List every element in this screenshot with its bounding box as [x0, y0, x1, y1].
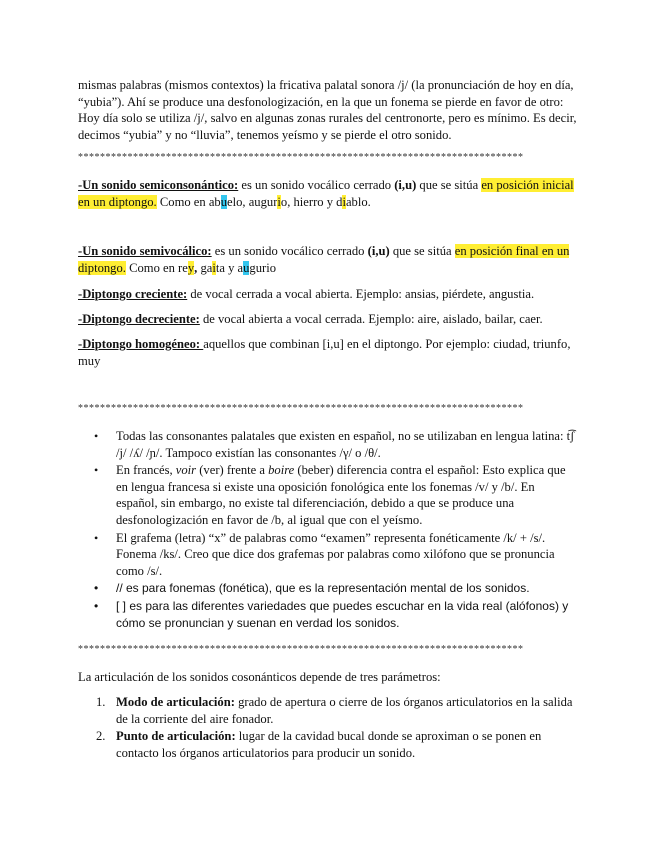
semivocalico-text2: que se sitúa [389, 244, 455, 258]
semiconsonantico-text2: que se sitúa [416, 178, 482, 192]
list-item [116, 428, 578, 461]
separator-2: ********************************************************************************* [78, 403, 524, 414]
list-number: 1. [96, 695, 106, 709]
semivocalico-paragraph [78, 243, 578, 276]
param-text: lugar de la cavidad bucal donde se aproximan o se ponen en contacto los órganos articulatorios para producir un sonido. [116, 729, 542, 760]
example-vowel-highlight: i [342, 194, 346, 209]
example-text: ga [197, 260, 213, 275]
example-vowel-highlight: u [220, 194, 228, 209]
list-item [96, 694, 578, 727]
list-item [116, 580, 578, 597]
intro-paragraph [78, 77, 578, 143]
param-term: Punto de articulación: [116, 729, 236, 744]
example-vowel-highlight: i [277, 194, 281, 209]
example-text: elo, augur [227, 194, 278, 209]
semiconsonantico-bold: (i,u) [394, 178, 417, 192]
semivocalico-text: es un sonido vocálico cerrado [211, 244, 368, 258]
semiconsonantico-highlight: en posición inicial en un diptongo. [78, 178, 574, 209]
example-comma: , [194, 260, 198, 275]
list-item-text: // es para fonemas (fonética), que es la representación mental de los sonidos. [116, 581, 530, 596]
example-text: ablo. [345, 194, 371, 209]
example-vowel-highlight: u [243, 260, 250, 275]
diptongo-decreciente [78, 311, 578, 328]
example-vowel-highlight: y [187, 260, 195, 275]
diptongo-creciente-term: -Diptongo creciente: [78, 287, 188, 301]
articulacion-intro: La articulación de los sonidos cosonánticos depende de tres parámetros: [78, 670, 441, 684]
example-text: o, hierro y d [280, 194, 343, 209]
semivocalico-bold: (i,u) [367, 244, 390, 258]
list-item [116, 462, 578, 528]
example-text: Como en ab [156, 194, 221, 209]
example-text: ta y a [215, 260, 244, 275]
param-text: grado de apertura o cierre de los órganos articulatorios en la salida de la corriente del aire fonador. [116, 695, 573, 726]
semiconsonantico-term: -Un sonido semiconsonántico: [78, 178, 239, 192]
example-text: Como en re [125, 260, 188, 275]
diptongo-homogeneo [78, 336, 578, 369]
list-item [116, 530, 578, 580]
separator-1: ********************************************************************************* [78, 152, 524, 163]
diptongo-creciente-text: de vocal cerrada a vocal abierta. Ejemplo: ansias, piérdete, angustia. [187, 287, 535, 301]
notes-list [78, 428, 578, 632]
list-item [96, 728, 578, 761]
semiconsonantico-paragraph [78, 177, 578, 210]
diptongo-homogeneo-term: -Diptongo homogéneo: [78, 337, 204, 351]
intro-text: mismas palabras (mismos contextos) la fricativa palatal sonora /j/ (la pronunciación de hoy en día, “yubia”). Ahí se produce una desfonologización, en la que un fonema se pierde en favor de otro: Hoy día solo se utiliza /j/, salvo en algunas zonas rurales del centronorte, pero es mínimo. Es decir, decimos “yubia” y no “lluvia”, tenemos yeísmo y se pierde el otro sonido. [78, 78, 577, 142]
parameters-list [78, 694, 578, 762]
list-number: 2. [96, 729, 106, 744]
param-term: Modo de articulación: [116, 695, 235, 709]
semivocalico-highlight: en posición final en un diptongo. [78, 244, 570, 275]
list-item-text: (beber) diferencia contra el español: Esto explica que en lengua francesa si existe una oposición fonológica ente los fonemas /v/ y /b/. En español, sin embargo, no existe tal diferenciación, debido a que se produce una desfonologización en favor de /b, al igual que con el yeísmo. [116, 463, 566, 527]
semiconsonantico-text: es un sonido vocálico cerrado [238, 178, 395, 192]
example-text: gurio [249, 260, 277, 275]
list-item-text: El grafema (letra) “x” de palabras como “examen” representa fonéticamente /k/ + /s/. Fonema /ks/. Creo que dice dos grafemas por palabras como xilófono que se pronuncia como /s/. [116, 530, 555, 578]
diptongo-creciente [78, 286, 578, 303]
list-item-text: (ver) frente a [196, 463, 269, 478]
diptongo-decreciente-text: de vocal abierta a vocal cerrada. Ejemplo: aire, aislado, bailar, caer. [199, 312, 543, 326]
italic-word: voir [175, 463, 197, 478]
list-item-text: [ ] es para las diferentes variedades que puedes escuchar en la vida real (alófonos) y cómo se pronuncian y suenan en verdad los sonidos. [116, 598, 569, 630]
italic-word: boire [268, 463, 295, 478]
list-item [116, 598, 578, 631]
list-item-text: En francés, [116, 463, 176, 478]
separator-3: ********************************************************************************* [78, 644, 524, 655]
list-item-text: Todas las consonantes palatales que existen en español, no se utilizaban en lengua latina: t͡ʃ /j/ /ʎ/ /ɲ/. Tampoco existían las consonantes /γ/ o /θ/. [116, 429, 575, 460]
diptongo-decreciente-term: -Diptongo decreciente: [78, 312, 200, 326]
example-vowel-highlight: i [212, 260, 216, 275]
diptongo-homogeneo-text: aquellos que combinan [i,u] en el diptongo. Por ejemplo: ciudad, triunfo, muy [78, 337, 571, 368]
semivocalico-term: -Un sonido semivocálico: [78, 244, 212, 258]
